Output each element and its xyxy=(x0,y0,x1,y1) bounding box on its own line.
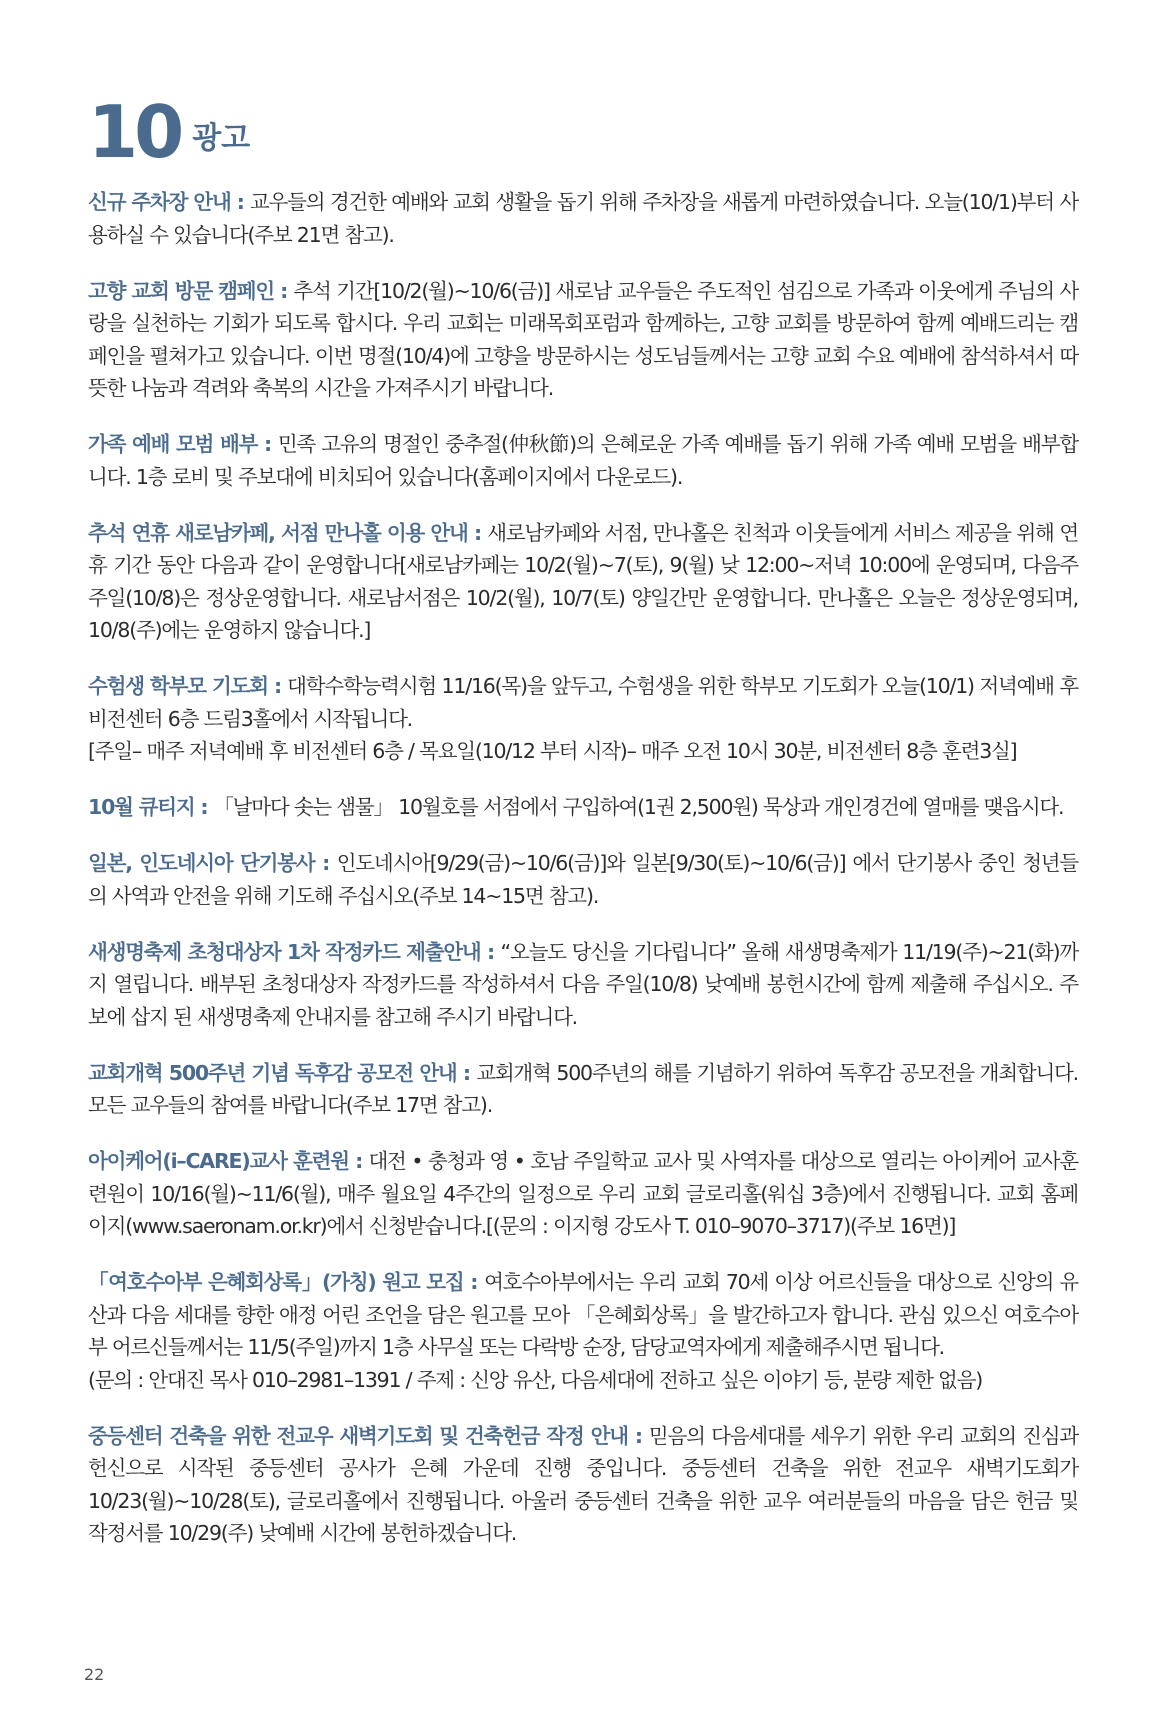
notice-body: 교회개혁 500주년의 해를 기념하기 위하여 독후감 공모전을 개최합니다. 모든 교우들의 참여를 바랍니다(주보 17면 참고). xyxy=(88,1060,1078,1117)
notice-body: 여호수아부에서는 우리 교회 70세 이상 어르신들을 대상으로 신앙의 유산과 다음 세대를 향한 애정 어린 조언을 담은 원고를 모아 「은혜회상록」을 발간하고자 합니다. 관심 있으신 여호수아부 어르신들께서는 11/5(주일)까지 1층 사무실 또는 다락방 순장, 담당교역자에게 제출해주시면 됩니다. xyxy=(88,1270,1078,1359)
notice-body: 「날마다 솟는 샘물」 10월호를 서점에서 구입하여(1권 2,500원) 묵상과 개인경건에 열매를 맺읍시다. xyxy=(213,795,1064,819)
notice-body: 새로남카페와 서점, 만나홀은 친척과 이웃들에게 서비스 제공을 위해 연휴 기간 동안 다음과 같이 운영합니다[새로남카페는 10/2(월)~7(토), 9(월) 낮 12:00~저녁 10:00에 운영되며, 다음주 주일(10/8)은 정상운영합니다. 새로남서점은 10/2(월), 10/7(토) 양일간만 운영합니다. 만나홀은 오늘은 정상운영되며, 10/8(주)에는 운영하지 않습니다.] xyxy=(88,520,1078,642)
notice-list xyxy=(88,186,1078,1573)
notice-title: 가족 예배 모범 배부 : xyxy=(88,432,278,456)
notice-body: 추석 기간[10/2(월)~10/6(금)] 새로남 교우들은 주도적인 섬김으로 가족과 이웃에게 주님의 사랑을 실천하는 기회가 되도록 합시다. 우리 교회는 미래목회포럼과 함께하는, 고향 교회를 방문하여 함께 예배드리는 캠페인을 펼쳐가고 있습니다. 이번 명절(10/4)에 고향을 방문하시는 성도님들께서는 고향 교회 수요 예배에 참석하셔서 따뜻한 나눔과 격려와 축복의 시간을 가져주시기 바랍니다. xyxy=(88,278,1078,400)
notice-body: 민족 고유의 명절인 중추절(仲秋節)의 은혜로운 가족 예배를 돕기 위해 가족 예배 모범을 배부합니다. 1층 로비 및 주보대에 비치되어 있습니다(홈페이지에서 다운로드). xyxy=(88,432,1078,489)
notice-title: 추석 연휴 새로남카페, 서점 만나홀 이용 안내 : xyxy=(88,520,488,545)
notice-body: 교우들의 경건한 예배와 교회 생활을 돕기 위해 주차장을 새롭게 마련하였습니다. 오늘(10/1)부터 사용하실 수 있습니다(주보 21면 참고). xyxy=(88,190,1079,247)
notice-parking xyxy=(88,186,1078,251)
notice-title: 「여호수아부 은혜회상록」(가칭) 원고 모집 : xyxy=(88,1270,485,1294)
notice-title: 일본, 인도네시아 단기봉사 : xyxy=(88,851,337,875)
notice-exam-prayer xyxy=(88,670,1078,768)
notice-hometown-church xyxy=(88,275,1078,405)
notice-body: “오늘도 당신을 기다립니다” 올해 새생명축제가 11/19(주)~21(화)까지 열립니다. 배부된 초청대상자 작정카드를 작성하셔서 다음 주일(10/8) 낮예배 봉헌시간에 함께 제출해 주십시오. 주보에 삽지 된 새생명축제 안내지를 참고해 주시기 바랍니다. xyxy=(88,939,1078,1029)
notice-title: 10월 큐티지 : xyxy=(88,795,214,819)
notice-body: 대학수학능력시험 11/16(목)을 앞두고, 수험생을 위한 학부모 기도회가 오늘(10/1) 저녁예배 후 비전센터 6층 드림3홀에서 시작됩니다. xyxy=(88,674,1078,731)
notice-icare-training xyxy=(88,1145,1078,1243)
page-number: 22 xyxy=(84,1665,105,1684)
notice-title: 새생명축제 초청대상자 1차 작정카드 제출안내 : xyxy=(88,939,501,964)
notice-extra: (문의 : 안대진 목사 010–2981–1391 / 주제 : 신앙 유산, 다음세대에 전하고 싶은 이야기 등, 분량 제한 없음) xyxy=(88,1367,982,1392)
notice-body: 믿음의 다음세대를 세우기 위한 우리 교회의 진심과 헌신으로 시작된 중등센터 공사가 은혜 가운데 진행 중입니다. 중등센터 건축을 위한 전교우 새벽기도회가 10/23(월)~10/28(토), 글로리홀에서 진행됩니다. 아울러 중등센터 건축을 위한 교우 여러분들의 마음을 담은 헌금 및 작정서를 10/29(주) 낮예배 시간에 봉헌하겠습니다. xyxy=(88,1423,1079,1545)
notice-qt-magazine xyxy=(88,791,1078,824)
notice-title: 신규 주차장 안내 : xyxy=(88,190,250,214)
notice-family-worship xyxy=(88,428,1078,493)
section-title: 광고 xyxy=(192,121,251,156)
notice-building-prayer xyxy=(88,1420,1078,1550)
notice-holiday-hours xyxy=(88,517,1078,647)
notice-title: 고향 교회 방문 캠페인 : xyxy=(88,278,294,303)
notice-body: 인도네시아[9/29(금)~10/6(금)]와 일본[9/30(토)~10/6(금)] 에서 단기봉사 중인 청년들의 사역과 안전을 위해 기도해 주십시오(주보 14~15면 참고). xyxy=(88,851,1078,908)
notice-body: 대전 • 충청과 영 • 호남 주일학교 교사 및 사역자를 대상으로 열리는 아이케어 교사훈련원이 10/16(월)~11/6(월), 매주 월요일 4주간의 일정으로 우리 교회 글로리홀(워십 3층)에서 진행됩니다. 교회 홈페이지(www.saeronam.or.kr)에서 신청받습니다.[(문의 : 이지형 강도사 T. 010–9070–3717)(주보 16면)] xyxy=(88,1149,1078,1238)
notice-short-term-mission xyxy=(88,847,1078,912)
notice-memoir-submission xyxy=(88,1266,1078,1396)
section-number: 10 xyxy=(88,90,181,174)
notice-title: 수험생 학부모 기도회 : xyxy=(88,674,288,698)
notice-title: 아이케어(i–CARE)교사 훈련원 : xyxy=(88,1149,369,1173)
notice-new-life-festival xyxy=(88,936,1078,1034)
notice-essay-contest xyxy=(88,1057,1078,1122)
notice-extra: [주일– 매주 저녁예배 후 비전센터 6층 / 목요일(10/12 부터 시작)– 매주 오전 10시 30분, 비전센터 8층 훈련3실] xyxy=(88,739,1017,763)
notice-title: 중등센터 건축을 위한 전교우 새벽기도회 및 건축헌금 작정 안내 : xyxy=(88,1423,649,1448)
section-header xyxy=(88,90,251,174)
notice-title: 교회개혁 500주년 기념 독후감 공모전 안내 : xyxy=(88,1060,477,1085)
